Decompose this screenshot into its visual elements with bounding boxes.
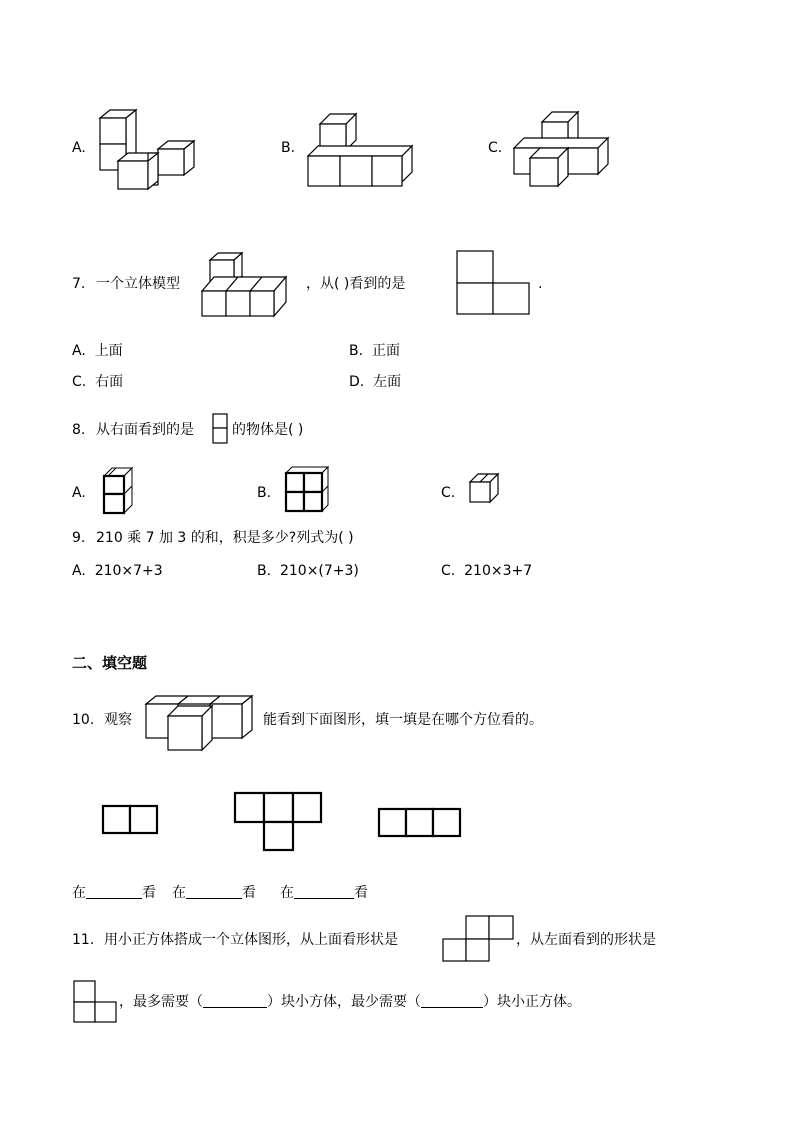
q10-fill-1-prefix: 在 bbox=[72, 885, 86, 901]
q9-option-b-letter: B. bbox=[257, 563, 272, 579]
q10-fill-2 bbox=[172, 884, 256, 902]
q10-number: 10. bbox=[72, 712, 95, 728]
q9-option-c[interactable] bbox=[441, 562, 532, 580]
q11-text-line2-b: ）块小方体，最少需要（ bbox=[267, 994, 421, 1010]
q7-option-d-letter: D. bbox=[349, 374, 365, 390]
q7-view-figure bbox=[456, 250, 532, 316]
q10-view-3-figure bbox=[378, 808, 462, 838]
q11-number: 11. bbox=[72, 932, 95, 948]
q7-option-c-text: 右面 bbox=[95, 374, 124, 390]
section-heading: 二、填空题 bbox=[72, 654, 148, 672]
q10-blank-2[interactable] bbox=[186, 884, 242, 899]
q11-line2 bbox=[119, 993, 581, 1011]
q10-view-2-figure bbox=[234, 792, 324, 852]
q7-text-end: . bbox=[538, 276, 543, 292]
q6-option-b-label: B. bbox=[281, 140, 296, 156]
q9-number: 9. bbox=[72, 530, 86, 546]
q10-blank-1[interactable] bbox=[86, 884, 142, 899]
q8-option-a-figure bbox=[100, 465, 136, 517]
q10-fill-1-suffix: 看 bbox=[142, 885, 156, 901]
q6-option-a-figure bbox=[98, 106, 202, 192]
q9-option-a-text: 210×7+3 bbox=[94, 563, 163, 579]
q8-option-a-label: A. bbox=[72, 485, 86, 501]
q11-text-line1-after: ，从左面看到的形状是 bbox=[516, 932, 656, 948]
q10-fill-3-suffix: 看 bbox=[354, 885, 368, 901]
q8-option-b-figure bbox=[284, 465, 332, 515]
q8-right-view-figure bbox=[212, 413, 228, 445]
q10-blank-3[interactable] bbox=[294, 884, 354, 899]
q7-model-figure bbox=[200, 250, 294, 320]
q10-text-before: 观察 bbox=[104, 712, 132, 728]
q7-option-a-text: 上面 bbox=[94, 343, 123, 359]
q9-option-b[interactable] bbox=[257, 562, 359, 580]
q9-option-a-letter: A. bbox=[72, 563, 86, 579]
q11-left-view-figure bbox=[73, 980, 119, 1024]
q7-option-a[interactable] bbox=[72, 342, 123, 360]
q6-option-a-label: A. bbox=[72, 140, 86, 156]
q7-option-c-letter: C. bbox=[72, 374, 87, 390]
q10-fill-2-prefix: 在 bbox=[172, 885, 186, 901]
q7-text-before: 一个立体模型 bbox=[96, 276, 180, 292]
q10-fill-1 bbox=[72, 884, 156, 902]
q11-top-view-figure bbox=[442, 915, 516, 963]
q11-blank-min[interactable] bbox=[421, 993, 483, 1008]
q7-text-middle: ，从( )看到的是 bbox=[306, 276, 406, 292]
q7-option-d-text: 左面 bbox=[373, 374, 402, 390]
q10-text-after: 能看到下面图形，填一填是在哪个方位看的。 bbox=[263, 712, 543, 728]
q8-number: 8. bbox=[72, 422, 86, 438]
q7-option-d[interactable] bbox=[349, 373, 401, 391]
q10-fill-3 bbox=[280, 884, 368, 902]
q11-blank-max[interactable] bbox=[203, 993, 267, 1008]
q7-option-c[interactable] bbox=[72, 373, 123, 391]
q7-option-b[interactable] bbox=[349, 342, 400, 360]
q8-option-c-figure bbox=[468, 472, 504, 506]
q9-option-c-letter: C. bbox=[441, 563, 456, 579]
q9-option-b-text: 210×(7+3) bbox=[279, 563, 359, 579]
q11-text-line2-c: ）块小正方体。 bbox=[483, 994, 581, 1010]
q11-text-line2-a: ，最多需要（ bbox=[119, 994, 203, 1010]
q7-option-b-text: 正面 bbox=[371, 343, 400, 359]
q9-option-a[interactable] bbox=[72, 562, 163, 580]
q10-model-figure bbox=[144, 694, 260, 752]
q6-option-c-label: C. bbox=[488, 140, 503, 156]
q7-number: 7. bbox=[72, 276, 86, 292]
q6-option-c-figure bbox=[512, 108, 616, 192]
q10-view-1-figure bbox=[102, 805, 158, 835]
q7-option-a-letter: A. bbox=[72, 343, 86, 359]
q6-option-b-figure bbox=[306, 110, 418, 190]
q11-text-line1: 用小正方体搭成一个立体图形，从上面看形状是 bbox=[104, 932, 398, 948]
q8-text-after: 的物体是( ) bbox=[232, 422, 304, 438]
q9-option-c-text: 210×3+7 bbox=[464, 563, 533, 579]
q9-text: 210 乘 7 加 3 的和，积是多少?列式为( ) bbox=[96, 530, 354, 546]
q8-text-before: 从右面看到的是 bbox=[96, 422, 194, 438]
q7-option-b-letter: B. bbox=[349, 343, 364, 359]
q10-fill-3-prefix: 在 bbox=[280, 885, 294, 901]
q8-option-c-label: C. bbox=[441, 485, 456, 501]
q8-option-b-label: B. bbox=[257, 485, 272, 501]
q10-fill-2-suffix: 看 bbox=[242, 885, 256, 901]
